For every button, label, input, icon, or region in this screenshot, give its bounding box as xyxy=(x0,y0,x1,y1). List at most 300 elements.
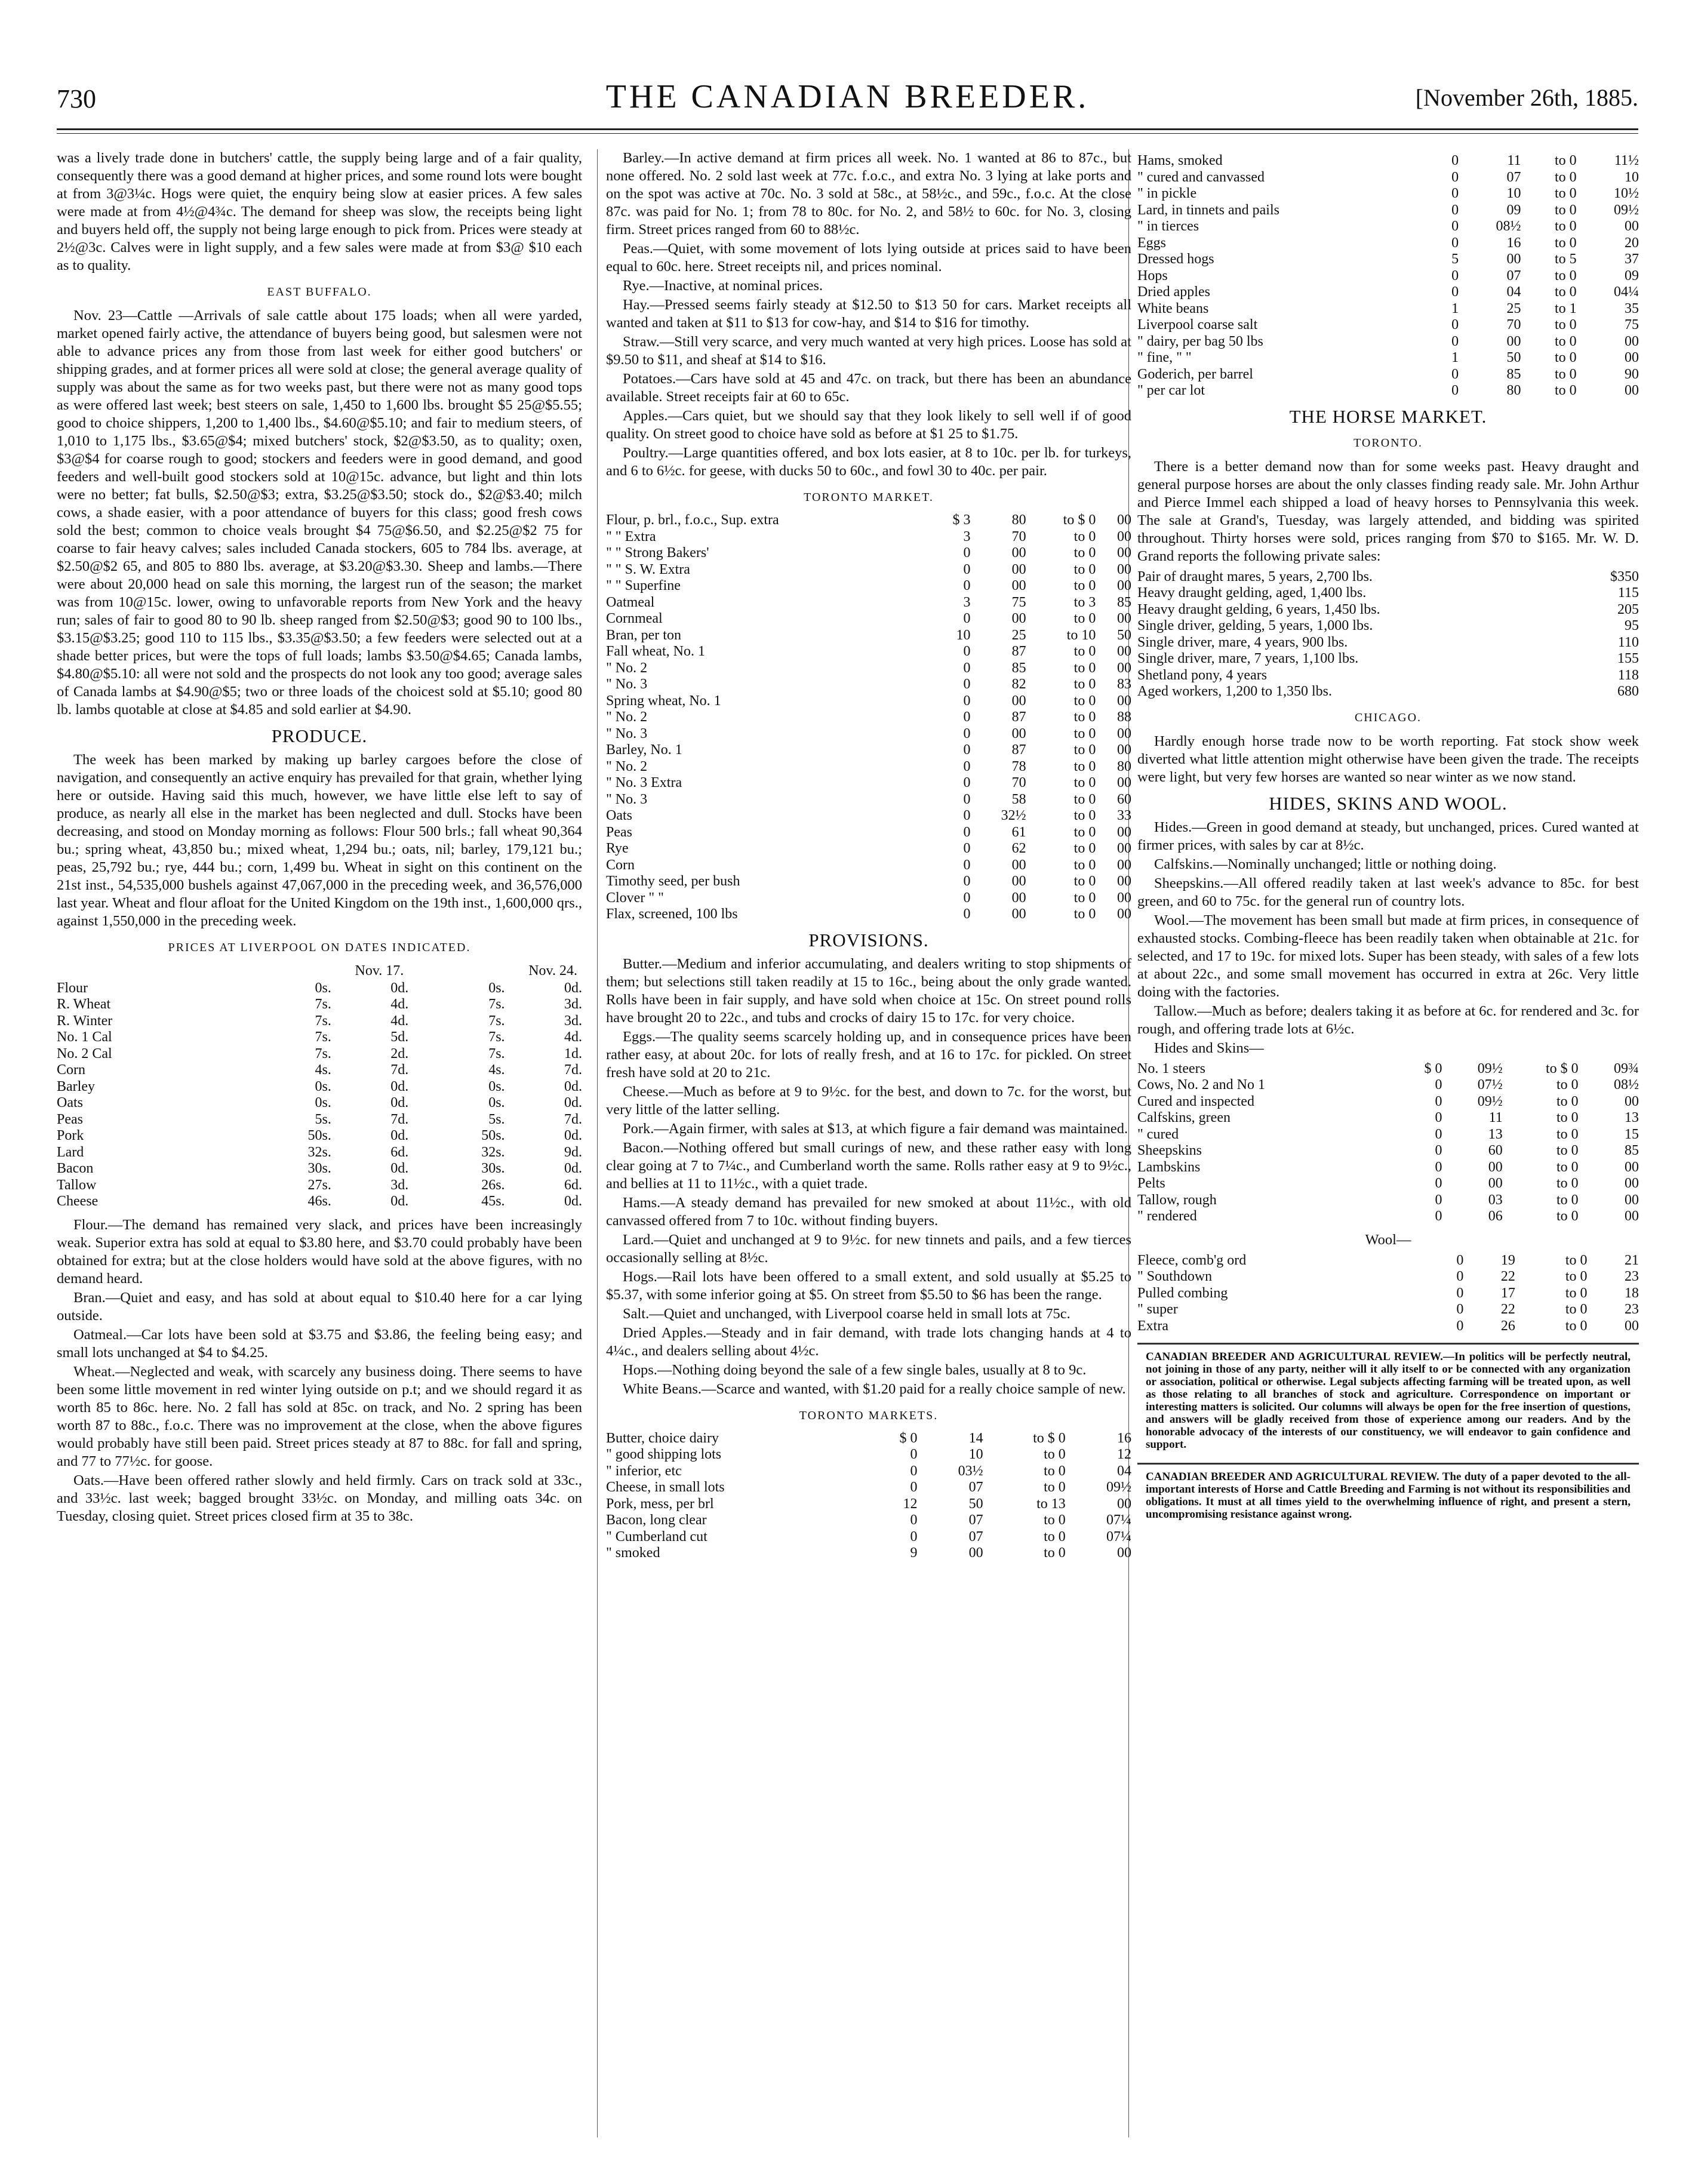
table-cell: 0 xyxy=(963,791,971,807)
paragraph: Calfskins.—Nominally unchanged; little or nothing doing. xyxy=(1154,856,1497,872)
table-cell: 0 xyxy=(1451,317,1459,333)
table-row xyxy=(606,595,1131,611)
table-row xyxy=(606,792,1131,808)
table-cell: 50s. xyxy=(307,1128,331,1143)
table-cell: to 0 xyxy=(1044,1528,1066,1545)
table-cell: 4d. xyxy=(390,996,409,1012)
section-heading: PROVISIONS. xyxy=(808,929,929,950)
table-row xyxy=(1137,367,1639,383)
paragraph: Peas.—Quiet, with some movement of lots lying outside at prices said to have been equal to 60c. here. Street receipts nil, and prices nominal. xyxy=(606,241,1131,275)
table-row xyxy=(1137,219,1639,235)
table-cell: 0 xyxy=(1435,1143,1442,1158)
table-row xyxy=(1137,235,1639,252)
table-cell: 10 xyxy=(956,627,971,643)
table-cell: to $ 0 xyxy=(1063,512,1096,528)
table-cell: Lambskins xyxy=(1137,1159,1201,1175)
table-row xyxy=(606,906,1131,923)
table-cell: 26 xyxy=(1500,1318,1515,1334)
table-cell: 00 xyxy=(1117,528,1131,545)
table-cell: 3 xyxy=(963,594,971,610)
paragraph: Rye.—Inactive, at nominal prices. xyxy=(623,278,823,294)
paragraph: Oatmeal.—Car lots have been sold at $3.75 and $3.86, the feeling being easy; and small lots unchanged at $4 to $4.25. xyxy=(57,1326,582,1361)
paragraph: Salt.—Quiet and unchanged, with Liverpool coarse held in small lots at 75c. xyxy=(623,1305,1070,1322)
notice-box xyxy=(1137,1463,1639,1524)
table-row xyxy=(606,1496,1131,1513)
table-cell: 4d. xyxy=(390,1013,409,1029)
table-cell: 90 xyxy=(1625,366,1639,382)
table-cell: 0 xyxy=(963,545,971,561)
table-row xyxy=(606,693,1131,710)
provisions-prices-table xyxy=(1137,153,1639,399)
table-cell: 00 xyxy=(1117,561,1131,577)
table-cell: 23 xyxy=(1625,1302,1639,1317)
table-cell: to 0 xyxy=(1073,561,1096,577)
table-cell: Cheese, in small lots xyxy=(606,1479,725,1495)
table-row xyxy=(1137,1208,1639,1225)
table-cell: Single driver, mare, 7 years, 1,100 lbs. xyxy=(1137,651,1359,666)
table-cell: 32s. xyxy=(307,1144,331,1160)
table-cell: " fine, " " xyxy=(1137,350,1192,365)
paragraph: Sheepskins.—All offered readily taken at last week's advance to 85c. for best green, and 60 to 75c. for the general run of country lots. xyxy=(1137,875,1639,909)
table-cell: 1 xyxy=(1451,300,1459,316)
table-cell: 0 xyxy=(1435,1208,1442,1224)
table-cell: 0 xyxy=(1435,1192,1442,1208)
table-cell: " cured and canvassed xyxy=(1137,169,1265,185)
table-cell: 7s. xyxy=(315,1029,331,1045)
table-cell: 0d. xyxy=(564,1161,582,1176)
table-cell: to 0 xyxy=(1073,775,1096,790)
table-cell: " No. 2 xyxy=(606,758,648,774)
table-row xyxy=(1137,1127,1639,1143)
table-row xyxy=(1137,684,1639,700)
table-row xyxy=(606,857,1131,874)
table-cell: to 0 xyxy=(1073,742,1096,758)
table-cell: " No. 2 xyxy=(606,709,648,725)
table-cell: 00 xyxy=(1625,350,1639,365)
table-row xyxy=(57,980,582,997)
table-cell: Flour, p. brl., f.o.c., Sup. extra xyxy=(606,512,779,528)
table-cell: 10 xyxy=(968,1447,983,1462)
table-cell: 00 xyxy=(1117,873,1131,889)
table-row xyxy=(606,873,1131,890)
table-row xyxy=(57,1112,582,1128)
table-cell: Corn xyxy=(606,857,635,873)
table-cell: 80 xyxy=(1117,758,1131,774)
table-cell: 6d. xyxy=(390,1144,409,1160)
table-cell: Bacon, long clear xyxy=(606,1512,707,1528)
column-3 xyxy=(1137,149,1639,1533)
table-cell: " smoked xyxy=(606,1545,660,1561)
table-row xyxy=(606,775,1131,792)
table-cell: 00 xyxy=(1117,906,1131,922)
paragraph: Bran.—Quiet and easy, and has sold at about equal to $10.40 here for a car lying outside. xyxy=(57,1289,582,1324)
table-row xyxy=(606,562,1131,579)
header-rule xyxy=(57,128,1638,134)
table-cell: 58 xyxy=(1011,791,1026,807)
table-cell: 00 xyxy=(1625,1192,1639,1208)
column-divider-1 xyxy=(597,149,598,2137)
table-cell: to 0 xyxy=(1073,808,1096,823)
table-cell: 09½ xyxy=(1477,1060,1503,1076)
table-cell: 60 xyxy=(1117,791,1131,807)
table-cell: 0 xyxy=(1451,235,1459,251)
table-cell: 0 xyxy=(1451,267,1459,284)
table-cell: 1d. xyxy=(564,1045,582,1062)
table-cell: Rye xyxy=(606,841,629,856)
table-row xyxy=(1137,1285,1639,1302)
table-cell: 95 xyxy=(1625,618,1639,633)
table-cell: 50 xyxy=(968,1496,983,1512)
table-cell: " No. 3 xyxy=(606,676,648,692)
notice-box xyxy=(1137,1343,1639,1454)
table-cell: to 0 xyxy=(1073,611,1096,626)
table-cell: 00 xyxy=(1117,824,1131,840)
table-cell: Peas xyxy=(606,824,632,840)
column-header: Nov. 17. xyxy=(355,963,404,979)
table-cell: 00 xyxy=(1011,611,1026,626)
paragraph: Poultry.—Large quantities offered, and box lots easier, at 8 to 10c. per lb. for turkeys, and 6 to 6½c. for geese, with ducks 50 to 60c., and fowl 30 to 40c. per pair. xyxy=(606,445,1131,479)
table-cell: Heavy draught gelding, 6 years, 1,450 lbs. xyxy=(1137,601,1380,617)
table-cell: 3 xyxy=(963,528,971,545)
toronto-market-table xyxy=(606,512,1131,923)
table-row xyxy=(57,996,582,1013)
table-cell: 50 xyxy=(1117,627,1131,643)
table-row xyxy=(57,1128,582,1145)
table-cell: 0 xyxy=(1456,1285,1464,1301)
table-cell: to 0 xyxy=(1073,857,1096,873)
table-cell: 37 xyxy=(1625,251,1639,267)
table-cell: 12 xyxy=(903,1496,918,1512)
table-cell: 70 xyxy=(1011,775,1026,790)
table-cell: " inferior, etc xyxy=(606,1463,682,1479)
table-row xyxy=(606,676,1131,693)
table-cell: Fall wheat, No. 1 xyxy=(606,644,705,659)
table-cell: to 0 xyxy=(1073,660,1096,676)
table-cell: $ 3 xyxy=(952,512,971,528)
table-cell: Cheese xyxy=(57,1193,99,1209)
table-cell: 00 xyxy=(1117,742,1131,758)
table-cell: to 0 xyxy=(1565,1252,1588,1268)
table-cell: 19 xyxy=(1500,1252,1515,1268)
column-2 xyxy=(606,149,1131,1568)
table-cell: 07½ xyxy=(1477,1077,1503,1093)
table-cell: 04 xyxy=(1506,284,1521,300)
table-cell: 00 xyxy=(1011,545,1026,561)
table-cell: to 0 xyxy=(1554,219,1577,234)
table-cell: 110 xyxy=(1617,634,1639,650)
table-cell: 4d. xyxy=(564,1029,582,1045)
table-row xyxy=(1137,1269,1639,1285)
table-cell: 00 xyxy=(1488,1176,1503,1191)
table-cell: " good shipping lots xyxy=(606,1447,722,1462)
table-cell: 07 xyxy=(968,1528,983,1545)
table-cell: 04 xyxy=(1117,1463,1131,1479)
table-cell: " Cumberland cut xyxy=(606,1528,707,1545)
table-cell: 5s. xyxy=(315,1111,331,1127)
table-row xyxy=(606,1512,1131,1529)
table-cell: 2d. xyxy=(390,1045,409,1062)
table-cell: to $ 0 xyxy=(1033,1430,1066,1446)
table-cell: 7s. xyxy=(315,1013,331,1029)
table-cell: Heavy draught gelding, aged, 1,400 lbs. xyxy=(1137,585,1367,601)
table-row xyxy=(606,627,1131,644)
table-row xyxy=(606,1529,1131,1546)
table-row xyxy=(606,545,1131,562)
table-cell: " in tierces xyxy=(1137,219,1199,234)
table-cell: 00 xyxy=(1117,512,1131,528)
table-cell: to 0 xyxy=(1554,169,1577,185)
table-cell: $ 0 xyxy=(1424,1060,1442,1076)
table-cell: Cows, No. 2 and No 1 xyxy=(1137,1077,1265,1093)
table-cell: 0 xyxy=(1435,1093,1442,1109)
table-cell: 07 xyxy=(968,1512,983,1528)
table-cell: 87 xyxy=(1011,742,1026,758)
table-cell: 5s. xyxy=(488,1111,505,1127)
table-cell: 0 xyxy=(963,890,971,906)
table-cell: 6d. xyxy=(564,1177,582,1193)
table-cell: to 10 xyxy=(1066,627,1096,643)
table-cell: to 0 xyxy=(1556,1126,1579,1142)
table-cell: Dressed hogs xyxy=(1137,251,1214,267)
section-subheading: CHICAGO. xyxy=(1354,710,1422,724)
table-cell: 0 xyxy=(963,676,971,692)
table-cell: 0d. xyxy=(390,1161,409,1176)
table-cell: 4s. xyxy=(315,1062,331,1078)
table-cell: 11 xyxy=(1507,153,1521,168)
table-cell: 46s. xyxy=(307,1193,331,1209)
table-cell: Lard xyxy=(57,1144,84,1160)
table-cell: 1 xyxy=(1451,350,1459,365)
table-row xyxy=(57,1029,582,1046)
table-cell: " " S. W. Extra xyxy=(606,561,690,577)
table-cell: to 0 xyxy=(1073,528,1096,545)
table-cell: $350 xyxy=(1610,568,1639,585)
table-cell: 7s. xyxy=(488,1013,505,1029)
paragraph: There is a better demand now than for some weeks past. Heavy draught and general purpose horses are about the only classes finding ready sale. Mr. John Arthur and Pierce Immel each shipped a load of heavy horses to Pennsylvania this week. The sale at Grand's, Tuesday, was largely attended, and bidding was spirited throughout. Thirty horses were sold, prices ranging from $70 to $165. Mr. W. D. Grand reports the following private sales: xyxy=(1137,458,1639,564)
table-cell: 0s. xyxy=(488,1078,505,1094)
table-cell: 62 xyxy=(1011,841,1026,856)
paragraph: Flour.—The demand has remained very slack, and prices have been increasingly weak. Superior extra has sold at equal to $3.80 here, and $3.70 could probably have been obtained for extra; but at the close holders would have sold at the above figures, with no demand heard. xyxy=(57,1216,582,1287)
table-cell: 25 xyxy=(1506,300,1521,316)
table-cell: 00 xyxy=(1117,841,1131,856)
table-row xyxy=(57,1177,582,1194)
table-cell: Corn xyxy=(57,1062,85,1078)
table-cell: 32s. xyxy=(481,1144,505,1160)
table-cell: 16 xyxy=(1117,1430,1131,1446)
table-cell: Goderich, per barrel xyxy=(1137,366,1253,382)
table-cell: to 0 xyxy=(1565,1269,1588,1284)
table-cell: " in pickle xyxy=(1137,186,1197,201)
table-cell: Shetland pony, 4 years xyxy=(1137,667,1268,683)
table-cell: Butter, choice dairy xyxy=(606,1430,719,1446)
paragraph: Hops.—Nothing doing beyond the sale of a few single bales, usually at 8 to 9c. xyxy=(623,1361,1087,1378)
table-cell: Hams, smoked xyxy=(1137,153,1223,168)
table-cell: to 0 xyxy=(1554,317,1577,333)
table-cell: 18 xyxy=(1625,1285,1639,1301)
table-cell: to 0 xyxy=(1044,1463,1066,1479)
table-cell: to 0 xyxy=(1556,1208,1579,1224)
table-cell: 0 xyxy=(963,660,971,676)
table-cell: 75 xyxy=(1625,317,1639,333)
table-cell: 3d. xyxy=(564,996,582,1012)
table-cell: 78 xyxy=(1011,758,1026,774)
table-row xyxy=(606,726,1131,743)
section-subheading: TORONTO. xyxy=(1353,436,1423,450)
paragraph: Pork.—Again firmer, with sales at $13, at which figure a fair demand was maintained. xyxy=(623,1120,1128,1137)
table-cell: 80 xyxy=(1506,383,1521,398)
table-row xyxy=(57,1046,582,1063)
table-cell: 09½ xyxy=(1477,1093,1503,1109)
table-cell: 00 xyxy=(1011,578,1026,593)
table-row xyxy=(606,660,1131,677)
table-cell: 00 xyxy=(1625,383,1639,398)
table-cell: 0 xyxy=(1451,333,1459,349)
table-cell: 00 xyxy=(1625,333,1639,349)
table-cell: No. 1 steers xyxy=(1137,1060,1205,1076)
table-cell: to 0 xyxy=(1073,545,1096,561)
table-cell: 00 xyxy=(1011,561,1026,577)
table-cell: 17 xyxy=(1500,1285,1515,1301)
table-cell: 0s. xyxy=(315,1095,331,1111)
table-cell: Pork, mess, per brl xyxy=(606,1496,714,1512)
table-row xyxy=(57,1062,582,1079)
table-cell: 0 xyxy=(963,742,971,758)
table-cell: Tallow, rough xyxy=(1137,1192,1217,1208)
table-cell: 205 xyxy=(1617,601,1639,617)
table-row xyxy=(1137,1061,1639,1078)
table-cell: to 0 xyxy=(1556,1143,1579,1158)
table-cell: 7s. xyxy=(488,1029,505,1045)
table-cell: 0 xyxy=(1435,1126,1442,1142)
section-heading: THE HORSE MARKET. xyxy=(1289,405,1487,427)
table-row xyxy=(1137,1176,1639,1192)
table-cell: 83 xyxy=(1117,676,1131,692)
table-cell: " No. 3 Extra xyxy=(606,775,682,790)
paragraph: Hides.—Green in good demand at steady, but unchanged, prices. Cured wanted at firmer prices, with sales by car at 8½c. xyxy=(1137,819,1639,853)
table-cell: 0d. xyxy=(390,980,409,996)
table-cell: 0s. xyxy=(315,1078,331,1094)
table-cell: 5d. xyxy=(390,1029,409,1045)
table-cell: to 0 xyxy=(1556,1159,1579,1175)
table-cell: 00 xyxy=(1117,725,1131,742)
table-cell: 11 xyxy=(1488,1110,1503,1125)
table-cell: 7s. xyxy=(315,1045,331,1062)
table-cell: Spring wheat, No. 1 xyxy=(606,693,721,709)
table-cell: to 3 xyxy=(1073,594,1096,610)
table-cell: 3d. xyxy=(390,1177,409,1193)
table-cell: Oats xyxy=(57,1095,83,1111)
table-cell: 00 xyxy=(1117,611,1131,626)
table-cell: 85 xyxy=(1506,366,1521,382)
table-cell: 00 xyxy=(1117,1496,1131,1512)
table-cell: 0 xyxy=(1435,1176,1442,1191)
table-row xyxy=(1137,202,1639,219)
table-cell: to 0 xyxy=(1044,1447,1066,1462)
table-cell: 0s. xyxy=(488,980,505,996)
table-cell: 33 xyxy=(1117,808,1131,823)
table-cell: Pork xyxy=(57,1128,84,1143)
table-cell: 00 xyxy=(1625,1093,1639,1109)
table-row xyxy=(606,644,1131,660)
table-cell: 0 xyxy=(1456,1269,1464,1284)
table-cell: to 0 xyxy=(1073,841,1096,856)
table-row xyxy=(1137,1192,1639,1209)
table-cell: 0s. xyxy=(315,980,331,996)
table-cell: 00 xyxy=(1117,545,1131,561)
table-cell: 0 xyxy=(1451,219,1459,234)
table-cell: 7d. xyxy=(390,1111,409,1127)
table-cell: 7s. xyxy=(315,996,331,1012)
table-cell: " No. 2 xyxy=(606,660,648,676)
table-cell: 0 xyxy=(1451,202,1459,218)
table-heading: TORONTO MARKET. xyxy=(804,491,934,504)
table-cell: 0d. xyxy=(390,1193,409,1209)
table-cell: to 0 xyxy=(1556,1093,1579,1109)
table-cell: 00 xyxy=(1117,1545,1131,1561)
table-cell: Pelts xyxy=(1137,1176,1165,1191)
table-cell: 00 xyxy=(1011,906,1026,922)
table-row xyxy=(1137,153,1639,170)
table-cell: R. Winter xyxy=(57,1013,113,1029)
table-cell: to 0 xyxy=(1554,267,1577,284)
table-cell: 50 xyxy=(1506,350,1521,365)
table-cell: 00 xyxy=(1117,693,1131,709)
table-row xyxy=(1137,350,1639,367)
table-cell: 680 xyxy=(1617,684,1639,699)
table-cell: 00 xyxy=(968,1545,983,1561)
column-header: Nov. 24. xyxy=(528,963,577,979)
table-row xyxy=(606,512,1131,529)
table-cell: 80 xyxy=(1011,512,1026,528)
table-cell: to 1 xyxy=(1554,300,1577,316)
table-cell: 61 xyxy=(1011,824,1026,840)
table-cell: Calfskins, green xyxy=(1137,1110,1231,1125)
table-cell: 7s. xyxy=(488,996,505,1012)
table-cell: 15 xyxy=(1625,1126,1639,1142)
paragraph: Cheese.—Much as before at 9 to 9½c. for the best, and down to 7c. for the worst, but very little of the latter selling. xyxy=(606,1083,1131,1118)
table-cell: Cured and inspected xyxy=(1137,1093,1254,1109)
table-cell: Pair of draught mares, 5 years, 2,700 lbs. xyxy=(1137,568,1373,585)
table-cell: Flour xyxy=(57,980,88,996)
table-row xyxy=(606,841,1131,857)
table-cell: 0 xyxy=(963,644,971,659)
table-cell: to 0 xyxy=(1554,235,1577,251)
table-cell: 9 xyxy=(910,1545,918,1561)
page-header xyxy=(0,0,1695,119)
table-cell: " per car lot xyxy=(1137,383,1205,398)
table-cell: " rendered xyxy=(1137,1208,1197,1224)
table-cell: 0 xyxy=(963,578,971,593)
table-cell: 00 xyxy=(1488,1159,1503,1175)
paragraph: Potatoes.—Cars have sold at 45 and 47c. on track, but there has been an abundance available. Street receipts fair at 60 to 65c. xyxy=(606,371,1131,405)
table-cell: 3d. xyxy=(564,1013,582,1029)
table-cell: 0 xyxy=(1451,366,1459,382)
table-cell: 0d. xyxy=(390,1128,409,1143)
table-cell: 0d. xyxy=(564,1095,582,1111)
paragraph: Apples.—Cars quiet, but we should say that they look likely to sell well if of good quality. On street good to choice have sold as before at $1 25 to $1.75. xyxy=(606,408,1131,442)
table-cell: 00 xyxy=(1117,857,1131,873)
table-cell: to 0 xyxy=(1073,906,1096,922)
table-cell: Bacon xyxy=(57,1161,94,1176)
table-cell: Oatmeal xyxy=(606,594,655,610)
table-cell: Dried apples xyxy=(1137,284,1210,300)
notice-text: CANADIAN BREEDER AND AGRICULTURAL REVIEW.—In politics will be perfectly neutral, not joining in those of any party, neither will it ally itself to or be connected with any organization or association, political or otherwise. Legal subjects affecting farming will be treated upon, as well as those relating to all branches of stock and agriculture. Correspondence on important or interesting matters is solicited. Our columns will always be open for the free insertion of questions, and answers will be gladly received from those of experience among our readers. And by the honorable advocacy of the interests of our constituency, we will endeavor to gain confidence and support. xyxy=(1146,1351,1631,1451)
table-cell: to 0 xyxy=(1073,578,1096,593)
table-cell: 00 xyxy=(1011,725,1026,742)
table-row xyxy=(1137,251,1639,268)
table-cell: Peas xyxy=(57,1111,83,1127)
table-row xyxy=(1137,635,1639,651)
